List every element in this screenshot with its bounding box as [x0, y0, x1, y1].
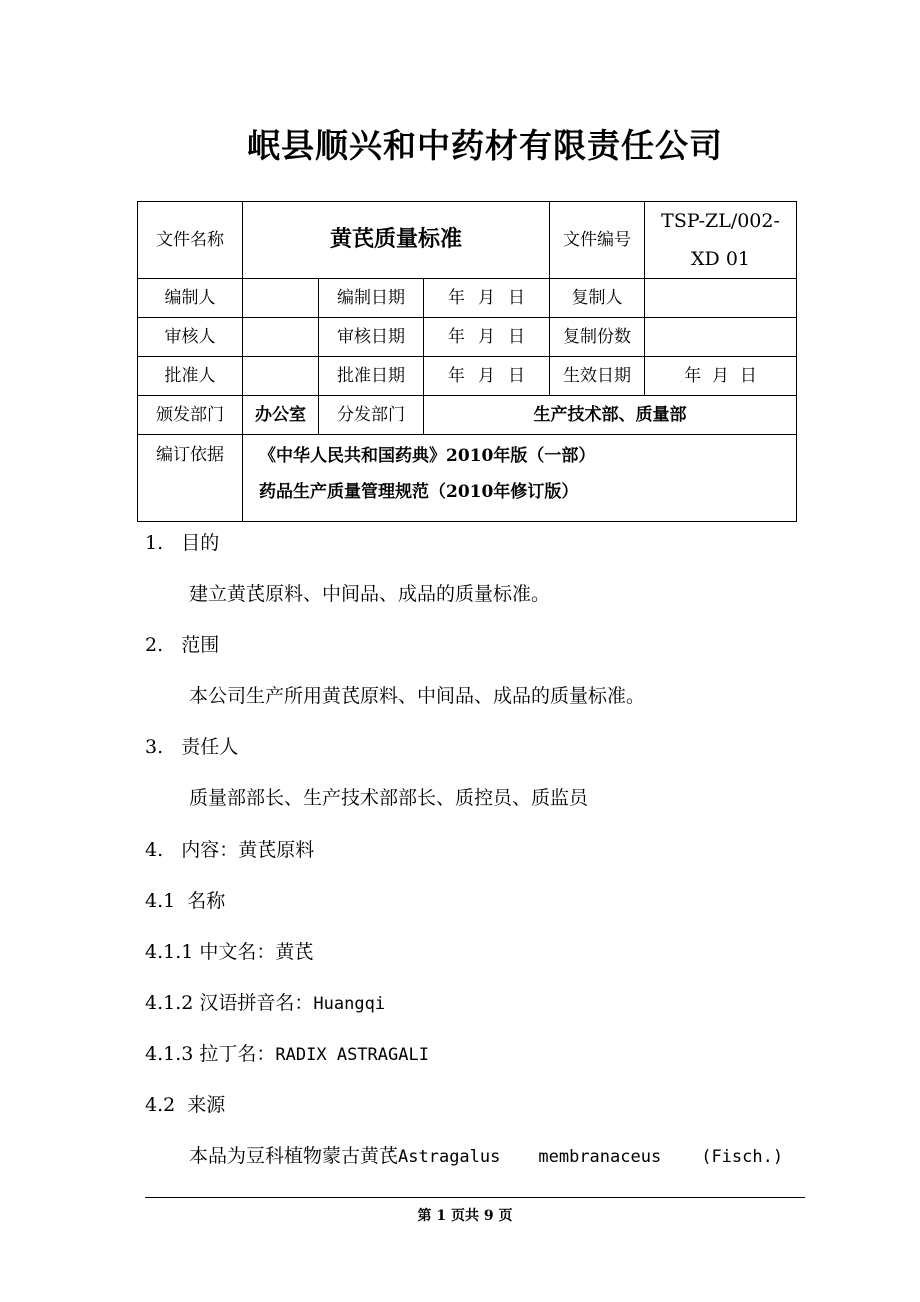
issue-dept: 办公室: [243, 396, 319, 435]
section-4-2-heading: 4.2 来源: [145, 1094, 226, 1116]
approve-date-label: 批准日期: [319, 357, 424, 396]
basis-label: 编订依据: [138, 435, 243, 522]
section-label: 汉语拼音名：: [199, 992, 314, 1014]
section-4-1-2: [145, 988, 385, 1015]
section-2-heading: [145, 630, 219, 657]
file-no-label: 文件编号: [550, 202, 645, 279]
date-month: 月: [478, 326, 496, 347]
date-month: 月: [478, 365, 496, 386]
section-title: 范围: [181, 634, 220, 656]
compiler-label: 编制人: [138, 279, 243, 318]
section-title: 目的: [181, 532, 220, 554]
section-number: 4.1.2: [145, 992, 194, 1014]
section-1-text: 建立黄芪原料、中间品、成品的质量标准。: [189, 583, 551, 605]
approve-date-value: [424, 357, 550, 396]
file-no-line1: TSP-ZL/002-: [661, 210, 780, 232]
latin-species-3: (Fisch.): [701, 1147, 784, 1167]
file-no: [645, 202, 797, 279]
basis-line1: 《中华人民共和国药典》2010年版（一部）: [259, 446, 596, 466]
date-year: 年: [448, 326, 466, 347]
effective-date-label: 生效日期: [550, 357, 645, 396]
review-date-value: [424, 318, 550, 357]
file-no-line2: XD 01: [691, 248, 751, 270]
file-name: 黄芪质量标准: [243, 202, 550, 279]
date-day: 日: [508, 287, 526, 308]
date-year: 年: [448, 287, 466, 308]
section-3-text: 质量部部长、生产技术部部长、质控员、质监员: [189, 787, 589, 809]
compiler-value: [243, 279, 319, 318]
date-year: 年: [448, 365, 466, 386]
footer-divider: [145, 1197, 805, 1198]
section-text: 中文名：黄芪: [199, 941, 314, 963]
reviewer-value: [243, 318, 319, 357]
copies-label: 复制份数: [550, 318, 645, 357]
basis-content: [243, 435, 797, 522]
effective-date-value: 年 月 日: [645, 357, 797, 396]
section-2-text: 本公司生产所用黄芪原料、中间品、成品的质量标准。: [189, 685, 646, 707]
section-4-2-text: [189, 1141, 783, 1168]
dist-dept: 生产技术部、质量部: [424, 396, 797, 435]
section-number: 4.: [145, 839, 164, 861]
approver-label: 批准人: [138, 357, 243, 396]
section-label: 拉丁名：: [199, 1043, 276, 1065]
section-title: 内容：黄芪原料: [181, 839, 315, 861]
section-4-1-heading: 4.1 名称: [145, 890, 226, 912]
date-day: 日: [508, 326, 526, 347]
section-title: 责任人: [181, 736, 239, 758]
section-4-1-3: [145, 1039, 429, 1066]
approver-value: [243, 357, 319, 396]
review-date-label: 审核日期: [319, 318, 424, 357]
section-4-1-1: [145, 937, 313, 964]
compile-date-label: 编制日期: [319, 279, 424, 318]
latin-species-1: Astragalus: [398, 1147, 501, 1167]
pinyin-name: Huangqi: [313, 994, 386, 1014]
date-month: 月: [478, 287, 496, 308]
copier-value: [645, 279, 797, 318]
source-text: 本品为豆科植物蒙古黄芪: [189, 1145, 399, 1167]
section-number: 4.1.3: [145, 1043, 194, 1065]
copier-label: 复制人: [550, 279, 645, 318]
reviewer-label: 审核人: [138, 318, 243, 357]
section-4-heading: [145, 835, 314, 862]
dist-dept-label: 分发部门: [319, 396, 424, 435]
copies-value: [645, 318, 797, 357]
compile-date-value: [424, 279, 550, 318]
company-title: 岷县顺兴和中药材有限责任公司: [247, 126, 723, 165]
document-header-table: [137, 201, 797, 522]
section-3-heading: [145, 732, 238, 759]
issue-dept-label: 颁发部门: [138, 396, 243, 435]
basis-line2: 药品生产质量管理规范（2010年修订版）: [259, 482, 579, 502]
file-name-label: 文件名称: [138, 202, 243, 279]
section-number: 3.: [145, 736, 164, 758]
page-footer: 第 1 页共 9 页: [417, 1208, 513, 1224]
section-number: 4.1.1: [145, 941, 194, 963]
latin-name: RADIX ASTRAGALI: [275, 1045, 429, 1065]
latin-species-2: membranaceus: [538, 1147, 662, 1167]
section-number: 2.: [145, 634, 164, 656]
section-1-heading: [145, 528, 219, 555]
date-day: 日: [508, 365, 526, 386]
section-number: 1.: [145, 532, 164, 554]
